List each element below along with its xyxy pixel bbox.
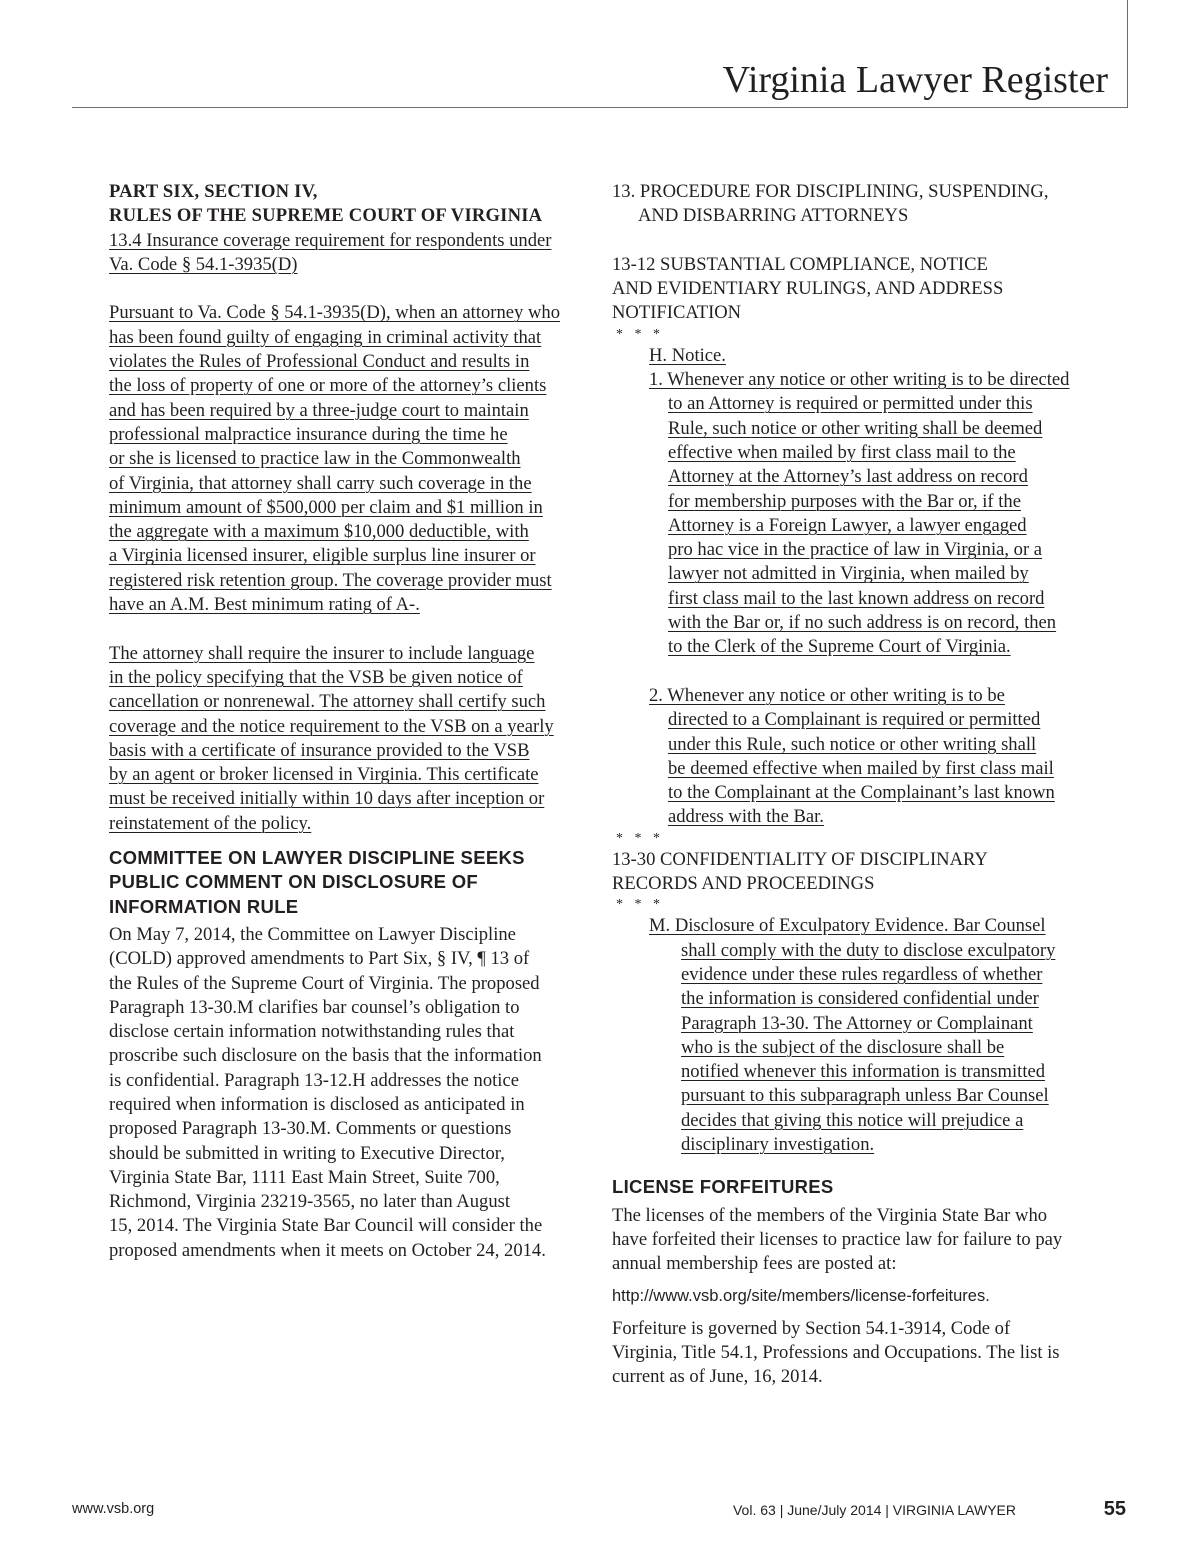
part-heading-line: PART SIX, SECTION IV, (109, 181, 318, 202)
text-line: cancellation or nonrenewal. The attorney shall certify such (109, 691, 546, 713)
notice-item-1 (612, 368, 1098, 660)
disclosure-item-m-continuation (612, 939, 1098, 1158)
part-heading-line: RULES OF THE SUPREME COURT OF VIRGINIA (109, 205, 543, 227)
procedure-heading (612, 180, 1098, 229)
notice-item-1-first-line: 1. Whenever any notice or other writing is to be directed (649, 369, 1070, 391)
text-line: NOTIFICATION (612, 302, 742, 324)
text-line: required when information is disclosed as anticipated in (109, 1093, 525, 1115)
procedure-heading-line: 13. PROCEDURE FOR DISCIPLINING, SUSPENDING, (612, 181, 1049, 202)
license-forfeitures-link[interactable]: http://www.vsb.org/site/members/license-forfeitures. (612, 1287, 990, 1306)
text-line: PUBLIC COMMENT ON DISCLOSURE OF (109, 871, 479, 893)
text-line: is confidential. Paragraph 13-12.H addresses the notice (109, 1069, 519, 1091)
text-line: lawyer not admitted in Virginia, when mailed by (668, 563, 1029, 585)
notice-item-2-first-line: 2. Whenever any notice or other writing is to be (649, 684, 1005, 706)
text-line: RECORDS AND PROCEEDINGS (612, 873, 875, 895)
cold-heading (109, 846, 591, 919)
text-line: of Virginia, that attorney shall carry such coverage in the (109, 472, 532, 494)
text-line: Paragraph 13-30.M clarifies bar counsel’s obligation to (109, 996, 520, 1018)
text-line: the aggregate with a maximum $10,000 deductible, with (109, 521, 529, 543)
text-line: The attorney shall require the insurer to include language (109, 642, 535, 664)
text-line: Pursuant to Va. Code § 54.1-3935(D), when an attorney who (109, 302, 560, 324)
section-separator: * * * (616, 326, 664, 342)
text-line: must be received initially within 10 days after inception or (109, 788, 545, 810)
text-line: Rule, such notice or other writing shall be deemed (668, 417, 1043, 439)
notice-heading: H. Notice. (649, 344, 726, 366)
text-line: under this Rule, such notice or other writing shall (668, 733, 1037, 755)
text-line: Richmond, Virginia 23219-3565, no later than August (109, 1191, 511, 1213)
rule-title (109, 229, 591, 278)
text-line: professional malpractice insurance during the time he (109, 423, 508, 445)
text-line: decides that giving this notice will prejudice a (681, 1109, 1024, 1131)
text-line: INFORMATION RULE (109, 895, 299, 917)
part-heading (109, 180, 591, 229)
procedure-heading-line: AND DISBARRING ATTORNEYS (638, 205, 909, 227)
text-line: or she is licensed to practice law in the Commonwealth (109, 448, 521, 470)
text-line: COMMITTEE ON LAWYER DISCIPLINE SEEKS (109, 847, 525, 869)
text-line: pro hac vice in the practice of law in Virginia, or a (668, 539, 1043, 561)
text-line: pursuant to this subparagraph unless Bar Counsel (681, 1085, 1049, 1107)
text-line: On May 7, 2014, the Committee on Lawyer Discipline (109, 923, 516, 945)
text-line: disciplinary investigation. (681, 1133, 875, 1155)
rule-title-line: Va. Code § 54.1-3935(D) (109, 253, 298, 275)
text-line: 15, 2014. The Virginia State Bar Council will consider the (109, 1215, 543, 1237)
page-number: 55 (1103, 1498, 1126, 1520)
text-line: directed to a Complainant is required or permitted (668, 709, 1041, 731)
text-line: (COLD) approved amendments to Part Six, § IV, ¶ 13 of (109, 948, 530, 970)
forfeiture-body (612, 1317, 1098, 1390)
license-forfeitures-body (612, 1204, 1098, 1277)
text-line: in the policy specifying that the VSB be given notice of (109, 666, 523, 688)
text-line: proposed Paragraph 13-30.M. Comments or questions (109, 1118, 512, 1140)
notice-item-2 (612, 684, 1098, 830)
text-line: Attorney is a Foreign Lawyer, a lawyer engaged (668, 514, 1027, 536)
text-line: and has been required by a three-judge court to maintain (109, 399, 529, 421)
text-line: be deemed effective when mailed by first class mail (668, 757, 1054, 779)
text-line: by an agent or broker licensed in Virginia. This certificate (109, 764, 539, 786)
text-line: the loss of property of one or more of the attorney’s clients (109, 375, 547, 397)
text-line: have an A.M. Best minimum rating of A-. (109, 594, 420, 616)
disclosure-item-m-first-line: M. Disclosure of Exculpatory Evidence. Bar Counsel (649, 915, 1046, 937)
text-line: address with the Bar. (668, 806, 824, 828)
text-line: evidence under these rules regardless of whether (681, 963, 1043, 985)
text-line: Paragraph 13-30. The Attorney or Complainant (681, 1012, 1033, 1034)
cold-body (109, 923, 591, 1263)
text-line: the information is considered confidential under (681, 988, 1039, 1010)
text-line: 13-30 CONFIDENTIALITY OF DISCIPLINARY (612, 848, 988, 870)
text-line: AND EVIDENTIARY RULINGS, AND ADDRESS (612, 278, 1004, 300)
text-line: violates the Rules of Professional Conduct and results in (109, 351, 530, 373)
text-line: basis with a certificate of insurance provided to the VSB (109, 739, 530, 761)
text-line: to the Complainant at the Complainant’s last known (668, 782, 1055, 804)
text-line: to an Attorney is required or permitted under this (668, 393, 1033, 415)
disclosure-item-m (612, 914, 1098, 1157)
masthead-title: Virginia Lawyer Register (722, 59, 1108, 101)
rule-paragraph-1 (109, 301, 591, 617)
text-line: for membership purposes with the Bar or, if the (668, 490, 1021, 512)
text-line: proscribe such disclosure on the basis that the information (109, 1045, 542, 1067)
notice-item-1-continuation (612, 392, 1098, 659)
text-line: reinstatement of the policy. (109, 812, 312, 834)
section-13-12-heading (612, 253, 1098, 326)
footer-issue-info: Vol. 63 | June/July 2014 | VIRGINIA LAWYER (732, 1502, 1016, 1518)
section-13-30-heading (612, 848, 1098, 897)
text-line: registered risk retention group. The coverage provider must (109, 569, 552, 591)
text-line: first class mail to the last known address on record (668, 587, 1045, 609)
text-line: notified whenever this information is transmitted (681, 1061, 1046, 1083)
footer-website[interactable]: www.vsb.org (72, 1501, 155, 1517)
text-line: disclose certain information notwithstanding rules that (109, 1021, 515, 1043)
text-line: annual membership fees are posted at: (612, 1253, 897, 1275)
text-line: Virginia State Bar, 1111 East Main Street, Suite 700, (109, 1166, 500, 1188)
text-line: 13-12 SUBSTANTIAL COMPLIANCE, NOTICE (612, 253, 988, 275)
license-forfeitures-heading: LICENSE FORFEITURES (612, 1176, 834, 1198)
text-line: coverage and the notice requirement to the VSB on a yearly (109, 715, 554, 737)
text-line: with the Bar or, if no such address is on record, then (668, 612, 1057, 634)
text-line: the Rules of the Supreme Court of Virginia. The proposed (109, 972, 540, 994)
text-line: has been found guilty of engaging in criminal activity that (109, 326, 542, 348)
text-line: minimum amount of $500,000 per claim and $1 million in (109, 496, 543, 518)
text-line: to the Clerk of the Supreme Court of Virginia. (668, 636, 1011, 658)
section-separator: * * * (616, 897, 664, 913)
text-line: proposed amendments when it meets on October 24, 2014. (109, 1239, 546, 1261)
header-rule-vertical (1127, 0, 1128, 108)
text-line: Forfeiture is governed by Section 54.1-3914, Code of (612, 1317, 1011, 1339)
text-line: should be submitted in writing to Executive Director, (109, 1142, 505, 1164)
right-column (612, 180, 1098, 1390)
text-line: have forfeited their licenses to practice law for failure to pay (612, 1228, 1063, 1250)
notice-item-2-continuation (612, 708, 1098, 829)
section-separator: * * * (616, 830, 664, 846)
text-line: who is the subject of the disclosure shall be (681, 1036, 1005, 1058)
rule-paragraph-2 (109, 642, 591, 836)
rule-title-line: 13.4 Insurance coverage requirement for respondents under (109, 229, 552, 251)
header-rule (72, 107, 1128, 108)
text-line: current as of June, 16, 2014. (612, 1366, 823, 1388)
text-line: a Virginia licensed insurer, eligible surplus line insurer or (109, 545, 536, 567)
text-line: shall comply with the duty to disclose exculpatory (681, 939, 1056, 961)
text-line: effective when mailed by first class mail to the (668, 441, 1016, 463)
text-line: Virginia, Title 54.1, Professions and Occupations. The list is (612, 1342, 1060, 1364)
text-line: Attorney at the Attorney’s last address on record (668, 466, 1028, 488)
left-column (109, 180, 591, 1263)
text-line: The licenses of the members of the Virginia State Bar who (612, 1204, 1048, 1226)
